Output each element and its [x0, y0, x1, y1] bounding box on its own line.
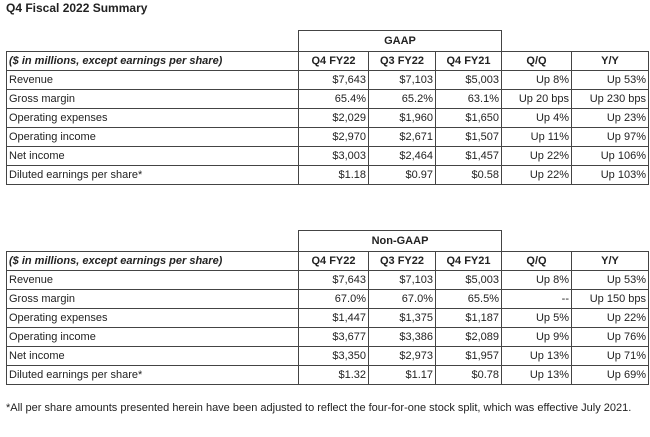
- row-label: Gross margin: [7, 290, 299, 309]
- table-cell: Up 11%: [502, 128, 572, 147]
- table-cell: $0.58: [436, 166, 502, 185]
- table-cell: $1,650: [436, 109, 502, 128]
- band-spacer: [7, 31, 299, 52]
- table-cell: $2,671: [369, 128, 436, 147]
- row-label: Net income: [7, 147, 299, 166]
- table-cell: $1,507: [436, 128, 502, 147]
- table-cell: $3,677: [299, 328, 369, 347]
- table-cell: Up 53%: [572, 271, 649, 290]
- row-label: Operating income: [7, 128, 299, 147]
- table-cell: Up 13%: [502, 347, 572, 366]
- table-cell: Up 4%: [502, 109, 572, 128]
- header-row: [7, 252, 649, 271]
- table-cell: Up 106%: [572, 147, 649, 166]
- column-header: Q4 FY22: [299, 252, 369, 271]
- column-header: Q3 FY22: [369, 52, 436, 71]
- table-row: [7, 328, 649, 347]
- table-cell: $5,003: [436, 71, 502, 90]
- table-cell: $1,447: [299, 309, 369, 328]
- table-cell: Up 22%: [572, 309, 649, 328]
- table-cell: Up 23%: [572, 109, 649, 128]
- table-cell: Up 9%: [502, 328, 572, 347]
- table-cell: Up 150 bps: [572, 290, 649, 309]
- column-header: Q4 FY22: [299, 52, 369, 71]
- row-label: Diluted earnings per share*: [7, 166, 299, 185]
- band-spacer: [502, 31, 649, 52]
- table-row: [7, 347, 649, 366]
- table-cell: $1,957: [436, 347, 502, 366]
- table-cell: Up 230 bps: [572, 90, 649, 109]
- column-header: Q3 FY22: [369, 252, 436, 271]
- header-row: [7, 52, 649, 71]
- table-cell: $7,643: [299, 71, 369, 90]
- table-row: [7, 71, 649, 90]
- column-header: Q4 FY21: [436, 52, 502, 71]
- table-cell: Up 20 bps: [502, 90, 572, 109]
- row-label: Gross margin: [7, 90, 299, 109]
- table-cell: Up 53%: [572, 71, 649, 90]
- column-header: Q/Q: [502, 252, 572, 271]
- column-header: Q4 FY21: [436, 252, 502, 271]
- column-header: Y/Y: [572, 252, 649, 271]
- table-cell: Up 71%: [572, 347, 649, 366]
- table-cell: Up 5%: [502, 309, 572, 328]
- table-cell: $1,187: [436, 309, 502, 328]
- table-cell: $3,386: [369, 328, 436, 347]
- table-row: [7, 290, 649, 309]
- table-cell: $2,089: [436, 328, 502, 347]
- table-cell: $1.18: [299, 166, 369, 185]
- table-row: [7, 109, 649, 128]
- table-cell: Up 103%: [572, 166, 649, 185]
- header-label: ($ in millions, except earnings per share): [7, 52, 299, 71]
- table-cell: $3,350: [299, 347, 369, 366]
- row-label: Operating expenses: [7, 109, 299, 128]
- row-label: Diluted earnings per share*: [7, 366, 299, 385]
- table-row: [7, 128, 649, 147]
- column-header: Q/Q: [502, 52, 572, 71]
- row-label: Revenue: [7, 271, 299, 290]
- table-cell: 67.0%: [369, 290, 436, 309]
- table-cell: $1.17: [369, 366, 436, 385]
- table-row: [7, 90, 649, 109]
- gaap-table: [6, 30, 649, 185]
- table-cell: 67.0%: [299, 290, 369, 309]
- table-cell: $3,003: [299, 147, 369, 166]
- non-gaap-table: [6, 230, 649, 385]
- table-cell: Up 13%: [502, 366, 572, 385]
- band-label: GAAP: [299, 31, 502, 52]
- table-cell: 65.2%: [369, 90, 436, 109]
- table-row: [7, 366, 649, 385]
- table-cell: --: [502, 290, 572, 309]
- table-cell: $1,375: [369, 309, 436, 328]
- table-cell: $0.78: [436, 366, 502, 385]
- band-spacer: [7, 231, 299, 252]
- table-cell: 63.1%: [436, 90, 502, 109]
- table-cell: Up 22%: [502, 166, 572, 185]
- table-cell: Up 22%: [502, 147, 572, 166]
- header-label: ($ in millions, except earnings per share): [7, 252, 299, 271]
- table-cell: $1,457: [436, 147, 502, 166]
- table-cell: $7,103: [369, 271, 436, 290]
- page-title: Q4 Fiscal 2022 Summary: [6, 1, 148, 15]
- table-cell: $7,643: [299, 271, 369, 290]
- table-cell: 65.4%: [299, 90, 369, 109]
- table-cell: $7,103: [369, 71, 436, 90]
- band-label: Non-GAAP: [299, 231, 502, 252]
- column-header: Y/Y: [572, 52, 649, 71]
- row-label: Operating expenses: [7, 309, 299, 328]
- table-cell: $0.97: [369, 166, 436, 185]
- table-cell: $2,973: [369, 347, 436, 366]
- row-label: Net income: [7, 347, 299, 366]
- table-row: [7, 309, 649, 328]
- table-row: [7, 147, 649, 166]
- table-cell: Up 69%: [572, 366, 649, 385]
- table-cell: Up 8%: [502, 71, 572, 90]
- row-label: Operating income: [7, 328, 299, 347]
- footnote: *All per share amounts presented herein have been adjusted to reflect the four-for-one stock split, which was effective July 2021.: [6, 402, 632, 414]
- band-spacer: [502, 231, 649, 252]
- table-cell: $5,003: [436, 271, 502, 290]
- table-cell: $1,960: [369, 109, 436, 128]
- table-cell: Up 8%: [502, 271, 572, 290]
- row-label: Revenue: [7, 71, 299, 90]
- table-cell: Up 76%: [572, 328, 649, 347]
- table-cell: 65.5%: [436, 290, 502, 309]
- table-cell: $2,464: [369, 147, 436, 166]
- table-cell: Up 97%: [572, 128, 649, 147]
- table-cell: $2,970: [299, 128, 369, 147]
- table-cell: $2,029: [299, 109, 369, 128]
- table-cell: $1.32: [299, 366, 369, 385]
- table-row: [7, 271, 649, 290]
- table-row: [7, 166, 649, 185]
